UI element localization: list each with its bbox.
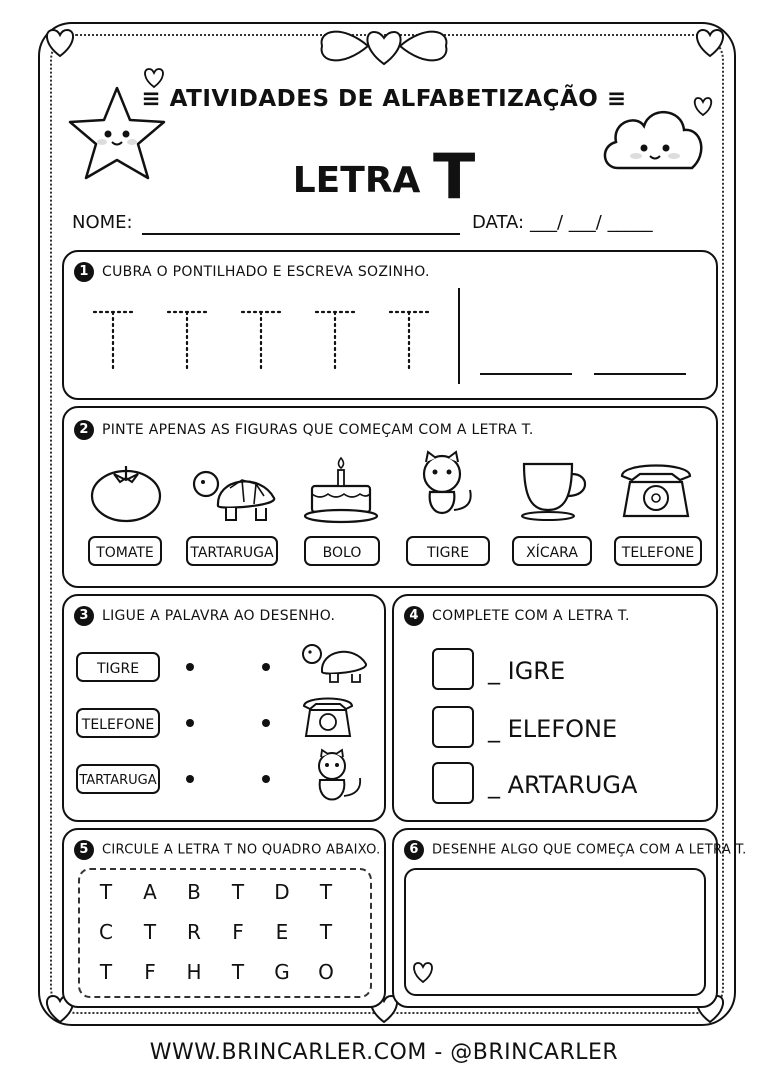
name-field[interactable]: [142, 233, 460, 235]
section-6-number: 6: [404, 840, 424, 860]
section-4-instruction: COMPLETE COM A LETRA T.: [432, 608, 630, 624]
dotted-letter-t-row: [88, 300, 448, 380]
word-label-tartaruga: TARTARUGA: [186, 536, 278, 566]
tiger-icon: [304, 748, 366, 810]
match-dot-left-1[interactable]: [186, 663, 194, 671]
section-1-instruction: CUBRA O PONTILHADO E ESCREVA SOZINHO.: [102, 264, 430, 280]
match-word-telefone: TELEFONE: [76, 708, 160, 738]
grid-letter[interactable]: R: [187, 920, 201, 944]
grid-letter[interactable]: T: [99, 960, 113, 984]
grid-letter[interactable]: H: [186, 960, 202, 984]
grid-letter[interactable]: D: [274, 880, 290, 904]
subtitle-prefix: LETRA: [292, 160, 421, 201]
match-dot-right-3[interactable]: [262, 775, 270, 783]
word-label-bolo: BOLO: [304, 536, 380, 566]
grid-letter[interactable]: F: [232, 920, 244, 944]
section-4-number: 4: [404, 606, 424, 626]
section-2-header: [74, 420, 534, 440]
grid-letter[interactable]: T: [231, 880, 245, 904]
letter-grid-row: [84, 880, 348, 920]
section-6-header: [404, 840, 747, 860]
telephone-icon[interactable]: [614, 456, 698, 524]
write-line-1[interactable]: [480, 373, 572, 375]
word-label-tomate: TOMATE: [88, 536, 162, 566]
name-label: NOME:: [72, 212, 133, 233]
grid-letter[interactable]: T: [319, 920, 333, 944]
heart-icon: [40, 22, 80, 62]
page-title: [0, 86, 768, 112]
grid-letter[interactable]: C: [99, 920, 113, 944]
grid-letter[interactable]: T: [143, 920, 157, 944]
cake-icon[interactable]: [302, 454, 380, 524]
drawing-area[interactable]: [404, 868, 706, 996]
section-1-number: 1: [74, 262, 94, 282]
turtle-icon[interactable]: [190, 458, 284, 524]
match-word-tigre: TIGRE: [76, 652, 160, 682]
section-5-header: [74, 840, 381, 860]
section-3-instruction: LIGUE A PALAVRA AO DESENHO.: [102, 608, 336, 624]
section-2-instruction: PINTE APENAS AS FIGURAS QUE COMEÇAM COM A LETRA T.: [102, 422, 534, 438]
subtitle-letter: T: [432, 140, 476, 213]
grid-letter[interactable]: F: [144, 960, 156, 984]
grid-letter[interactable]: O: [318, 960, 334, 984]
grid-letter[interactable]: T: [231, 960, 245, 984]
word-label-xicara: XÍCARA: [512, 536, 592, 566]
grid-letter[interactable]: T: [99, 880, 113, 904]
cup-icon[interactable]: [516, 458, 596, 522]
section-3-header: [74, 606, 335, 626]
title-deco-right: ≡: [598, 86, 627, 112]
match-dot-right-2[interactable]: [262, 719, 270, 727]
section-5-number: 5: [74, 840, 94, 860]
title-text: ATIVIDADES DE ALFABETIZAÇÃO: [169, 86, 599, 112]
footer-text: WWW.BRINCARLER.COM - @BRINCARLER: [149, 1040, 619, 1065]
section-5-instruction: CIRCULE A LETRA T NO QUADRO ABAIXO.: [102, 842, 381, 858]
section-3-number: 3: [74, 606, 94, 626]
complete-box-3[interactable]: [432, 762, 474, 804]
section-1-header: [74, 262, 430, 282]
complete-word-igre: _ IGRE: [488, 657, 566, 685]
date-field[interactable]: ___/ ___/ _____: [530, 212, 653, 233]
tomato-icon[interactable]: [88, 458, 164, 524]
telephone-icon: [300, 692, 356, 742]
date-label: DATA:: [472, 212, 525, 233]
heart-icon: [690, 22, 730, 62]
bow-icon: [312, 16, 456, 76]
tiger-icon[interactable]: [404, 450, 480, 528]
section-6-instruction: DESENHE ALGO QUE COMEÇA COM A LETRA T.: [432, 842, 747, 858]
match-word-tartaruga: TARTARUGA: [76, 764, 160, 794]
complete-box-2[interactable]: [432, 706, 474, 748]
write-line-2[interactable]: [594, 373, 686, 375]
match-dot-left-2[interactable]: [186, 719, 194, 727]
letter-grid: [84, 880, 348, 1000]
letter-grid-row: [84, 920, 348, 960]
match-dot-left-3[interactable]: [186, 775, 194, 783]
grid-letter[interactable]: A: [143, 880, 157, 904]
grid-letter[interactable]: B: [187, 880, 201, 904]
grid-letter[interactable]: E: [275, 920, 289, 944]
title-deco-left: ≡: [141, 86, 170, 112]
heart-icon: [408, 958, 438, 986]
trace-letters: [88, 300, 448, 380]
section-4-header: [404, 606, 630, 626]
grid-letter[interactable]: T: [319, 880, 333, 904]
word-label-tigre: TIGRE: [406, 536, 490, 566]
complete-word-artaruga: _ ARTARUGA: [488, 771, 638, 799]
grid-letter[interactable]: G: [274, 960, 290, 984]
turtle-icon: [300, 634, 372, 684]
complete-box-1[interactable]: [432, 648, 474, 690]
letter-grid-row: [84, 960, 348, 1000]
section-2-number: 2: [74, 420, 94, 440]
word-label-telefone: TELEFONE: [614, 536, 702, 566]
complete-word-elefone: _ ELEFONE: [488, 715, 618, 743]
section-1-divider: [458, 288, 460, 384]
page-subtitle: [0, 140, 768, 213]
match-dot-right-1[interactable]: [262, 663, 270, 671]
